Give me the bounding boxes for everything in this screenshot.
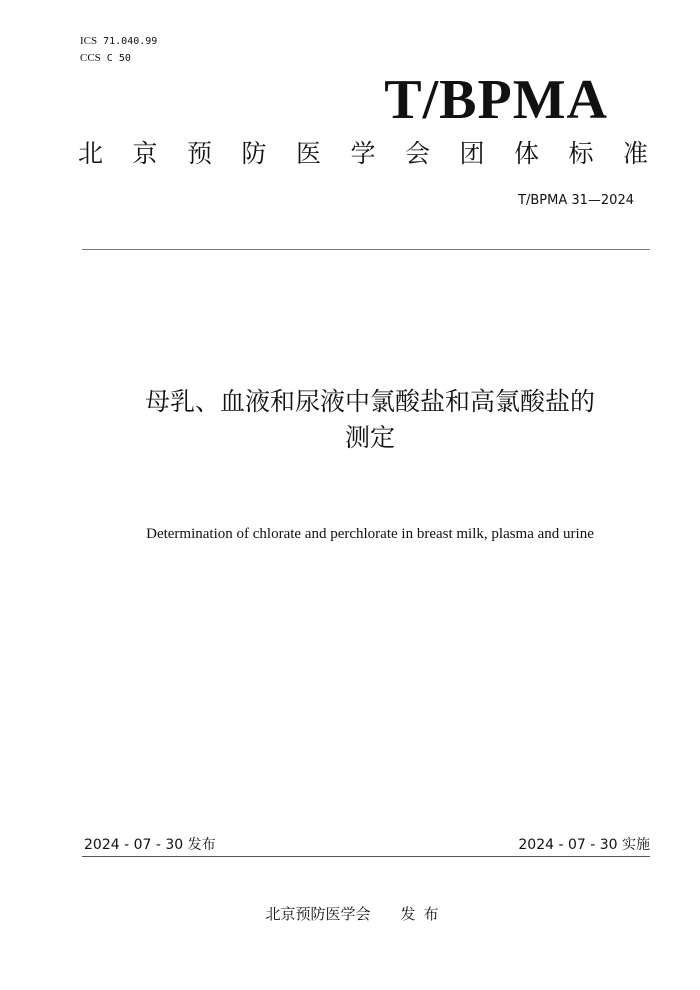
- publisher-action: 发布: [400, 905, 447, 923]
- release-date: 2024 - 07 - 30 发布: [84, 837, 216, 853]
- document-title-chinese: [60, 384, 680, 456]
- organization-standard-title: 北京预防医学会团体标准: [78, 139, 678, 168]
- implementation-date: 2024 - 07 - 30 实施: [518, 837, 650, 853]
- title-cn-line-2: 测定: [344, 423, 395, 452]
- header-divider: [82, 249, 650, 250]
- publisher-line: [0, 904, 700, 924]
- title-cn-line-1: 母乳、血液和尿液中氯酸盐和高氯酸盐的: [144, 387, 595, 416]
- ccs-line: [80, 50, 157, 67]
- ccs-code: C 50: [106, 53, 131, 64]
- standard-logo-text: T/BPMA: [384, 69, 608, 131]
- classification-codes: [80, 33, 157, 67]
- ics-label: ICS: [80, 35, 98, 47]
- publisher-name: 北京预防医学会: [265, 905, 371, 923]
- ccs-label: CCS: [80, 52, 101, 64]
- standard-number: T/BPMA 31—2024: [518, 193, 634, 208]
- document-title-english: Determination of chlorate and perchlorate in breast milk, plasma and urine: [146, 526, 594, 542]
- ics-line: [80, 33, 157, 50]
- footer-divider: [82, 856, 650, 857]
- ics-code: 71.040.99: [103, 36, 158, 47]
